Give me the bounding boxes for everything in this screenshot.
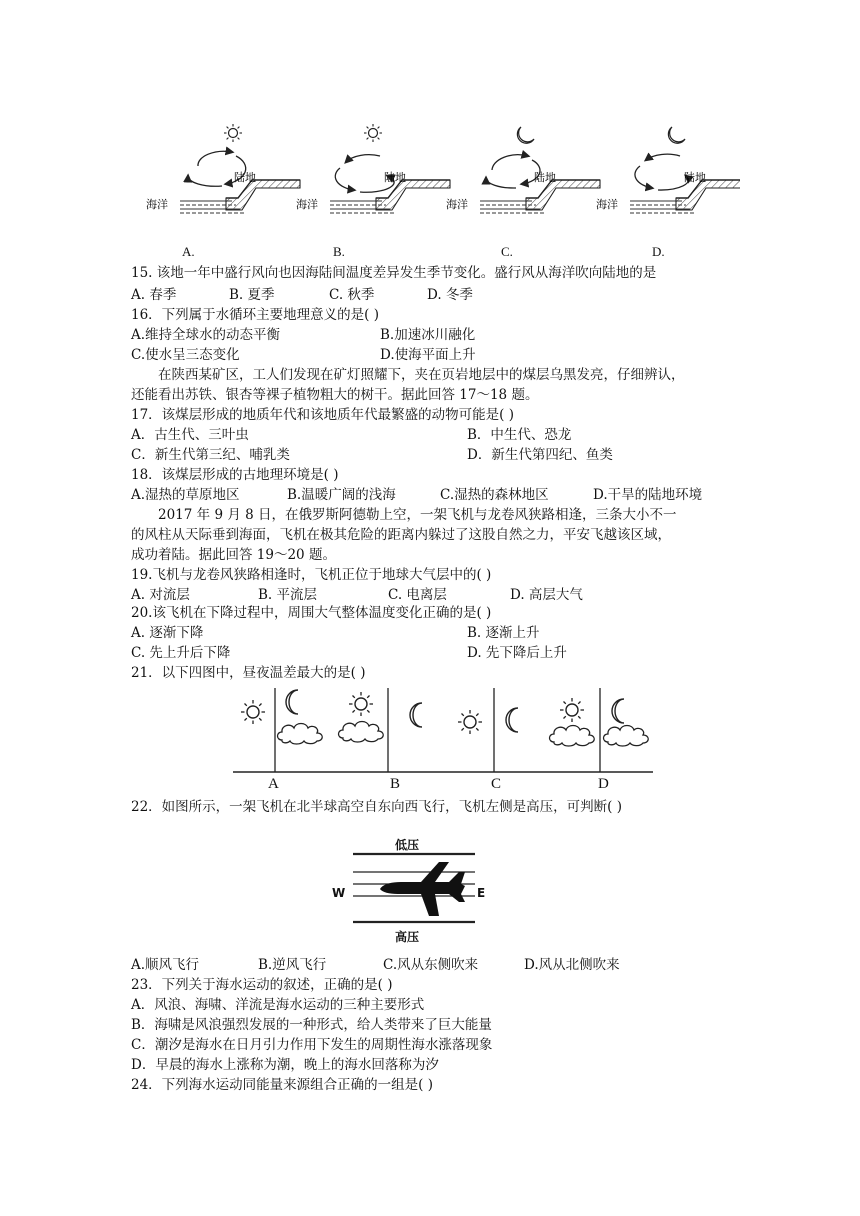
q17-stem: 17．该煤层形成的地质年代和该地质年代最繁盛的动物可能是( ) bbox=[131, 407, 515, 423]
fig1-label-d: D. bbox=[652, 244, 665, 259]
q23-option-a: A．风浪、海啸、洋流是海水运动的三种主要形式 bbox=[131, 997, 425, 1013]
passage2-line3: 成功着陆。据此回答 19～20 题。 bbox=[131, 547, 336, 563]
q15-stem: 15. 该地一年中盛行风向也因海陆间温度差异发生季节变化。盛行风从海洋吹向陆地的是 bbox=[131, 265, 657, 281]
q20-option-b: B. 逐渐上升 bbox=[467, 625, 540, 641]
q19-option-a: A. 对流层 bbox=[131, 587, 190, 603]
land-label: 陆地 bbox=[234, 171, 256, 184]
fig1-label-a: A. bbox=[182, 244, 195, 259]
q23-stem: 23．下列关于海水运动的叙述，正确的是( ) bbox=[131, 977, 393, 993]
passage1-line2: 还能看出苏铁、银杏等裸子植物粗大的树干。据此回答 17～18 题。 bbox=[131, 387, 539, 403]
q22-option-d: D.风从北侧吹来 bbox=[524, 957, 620, 973]
q19-option-c: C. 电离层 bbox=[388, 587, 447, 603]
sea-label: 海洋 bbox=[446, 198, 468, 211]
q20-stem: 20.该飞机在下降过程中，周围大气整体温度变化正确的是( ) bbox=[131, 605, 492, 621]
q18-stem: 18．该煤层形成的古地理环境是( ) bbox=[131, 467, 339, 483]
q17-option-d: D．新生代第四纪、鱼类 bbox=[467, 447, 613, 463]
q16-option-d: D.使海平面上升 bbox=[380, 347, 476, 363]
q22-option-b: B.逆风飞行 bbox=[258, 957, 327, 973]
q20-option-c: C. 先上升后下降 bbox=[131, 645, 231, 661]
q21-label-b: B bbox=[390, 776, 401, 792]
low-pressure-label: 低压 bbox=[395, 838, 420, 852]
passage1-line1: 在陕西某矿区，工人们发现在矿灯照耀下，夹在页岩地层中的煤层乌黑发亮，仔细辨认， bbox=[158, 367, 685, 383]
sea-land-breeze-diagrams bbox=[140, 118, 740, 258]
q23-option-b: B．海啸是风浪强烈发展的一种形式，给人类带来了巨大能量 bbox=[131, 1017, 492, 1033]
q18-option-b: B.温暖广阔的浅海 bbox=[287, 487, 396, 503]
q21-label-a: A bbox=[268, 776, 279, 792]
sea-land-breeze-figure bbox=[140, 118, 740, 258]
q21-label-c: C bbox=[491, 776, 502, 792]
q19-option-b: B. 平流层 bbox=[258, 587, 318, 603]
sea-label: 海洋 bbox=[296, 198, 318, 211]
q18-option-a: A.湿热的草原地区 bbox=[131, 487, 240, 503]
q17-option-a: A．古生代、三叶虫 bbox=[131, 427, 249, 443]
q15-option-c: C. 秋季 bbox=[329, 287, 375, 303]
fig1-label-b: B. bbox=[333, 244, 345, 259]
sea-label: 海洋 bbox=[596, 198, 618, 211]
q18-option-d: D.干旱的陆地环境 bbox=[593, 487, 703, 503]
land-label: 陆地 bbox=[384, 171, 406, 184]
q16-option-b: B.加速冰川融化 bbox=[380, 327, 476, 343]
land-label: 陆地 bbox=[534, 171, 556, 184]
q22-stem: 22．如图所示，一架飞机在北半球高空自东向西飞行，飞机左侧是高压，可判断( ) bbox=[131, 799, 623, 815]
q20-option-a: A. 逐渐下降 bbox=[131, 625, 204, 641]
sea-label: 海洋 bbox=[146, 198, 168, 211]
fig1-label-c: C. bbox=[501, 244, 513, 259]
q16-option-c: C.使水呈三态变化 bbox=[131, 347, 240, 363]
airplane-icon bbox=[380, 862, 465, 916]
q16-stem: 16．下列属于水循环主要地理意义的是( ) bbox=[131, 307, 380, 323]
west-label: W bbox=[332, 886, 346, 900]
q20-option-d: D. 先下降后上升 bbox=[467, 645, 567, 661]
day-night-figure bbox=[228, 684, 658, 794]
q23-option-d: D．早晨的海水上涨称为潮，晚上的海水回落称为汐 bbox=[131, 1057, 439, 1073]
q15-option-a: A. 春季 bbox=[131, 287, 177, 303]
q18-option-c: C.湿热的森林地区 bbox=[440, 487, 549, 503]
q21-stem: 21．以下四图中，昼夜温差最大的是( ) bbox=[131, 665, 366, 681]
east-label: E bbox=[477, 886, 486, 900]
q17-option-c: C．新生代第三纪、哺乳类 bbox=[131, 447, 290, 463]
q17-option-b: B．中生代、恐龙 bbox=[467, 427, 572, 443]
q15-option-d: D. 冬季 bbox=[427, 287, 473, 303]
passage2-line2: 的风柱从天际垂到海面，飞机在极其危险的距离内躲过了这股自然之力，平安飞越该区域， bbox=[131, 527, 671, 543]
q21-label-d: D bbox=[598, 776, 609, 792]
q24-stem: 24．下列海水运动同能量来源组合正确的一组是( ) bbox=[131, 1077, 434, 1093]
q15-option-b: B. 夏季 bbox=[229, 287, 275, 303]
q22-option-a: A.顺风飞行 bbox=[131, 957, 200, 973]
q19-option-d: D. 高层大气 bbox=[510, 587, 583, 603]
land-label: 陆地 bbox=[684, 171, 706, 184]
passage2-line1: 2017 年 9 月 8 日，在俄罗斯阿德勒上空，一架飞机与龙卷风狭路相逢，三条大小不一 bbox=[158, 507, 677, 523]
high-pressure-label: 高压 bbox=[395, 930, 420, 944]
q19-stem: 19.飞机与龙卷风狭路相逢时，飞机正位于地球大气层中的( ) bbox=[131, 567, 492, 583]
q16-option-a: A.维持全球水的动态平衡 bbox=[131, 327, 281, 343]
day-night-diagrams bbox=[228, 684, 658, 794]
q22-option-c: C.风从东侧吹来 bbox=[383, 957, 479, 973]
q23-option-c: C．潮汐是海水在日月引力作用下发生的周期性海水涨落现象 bbox=[131, 1037, 493, 1053]
